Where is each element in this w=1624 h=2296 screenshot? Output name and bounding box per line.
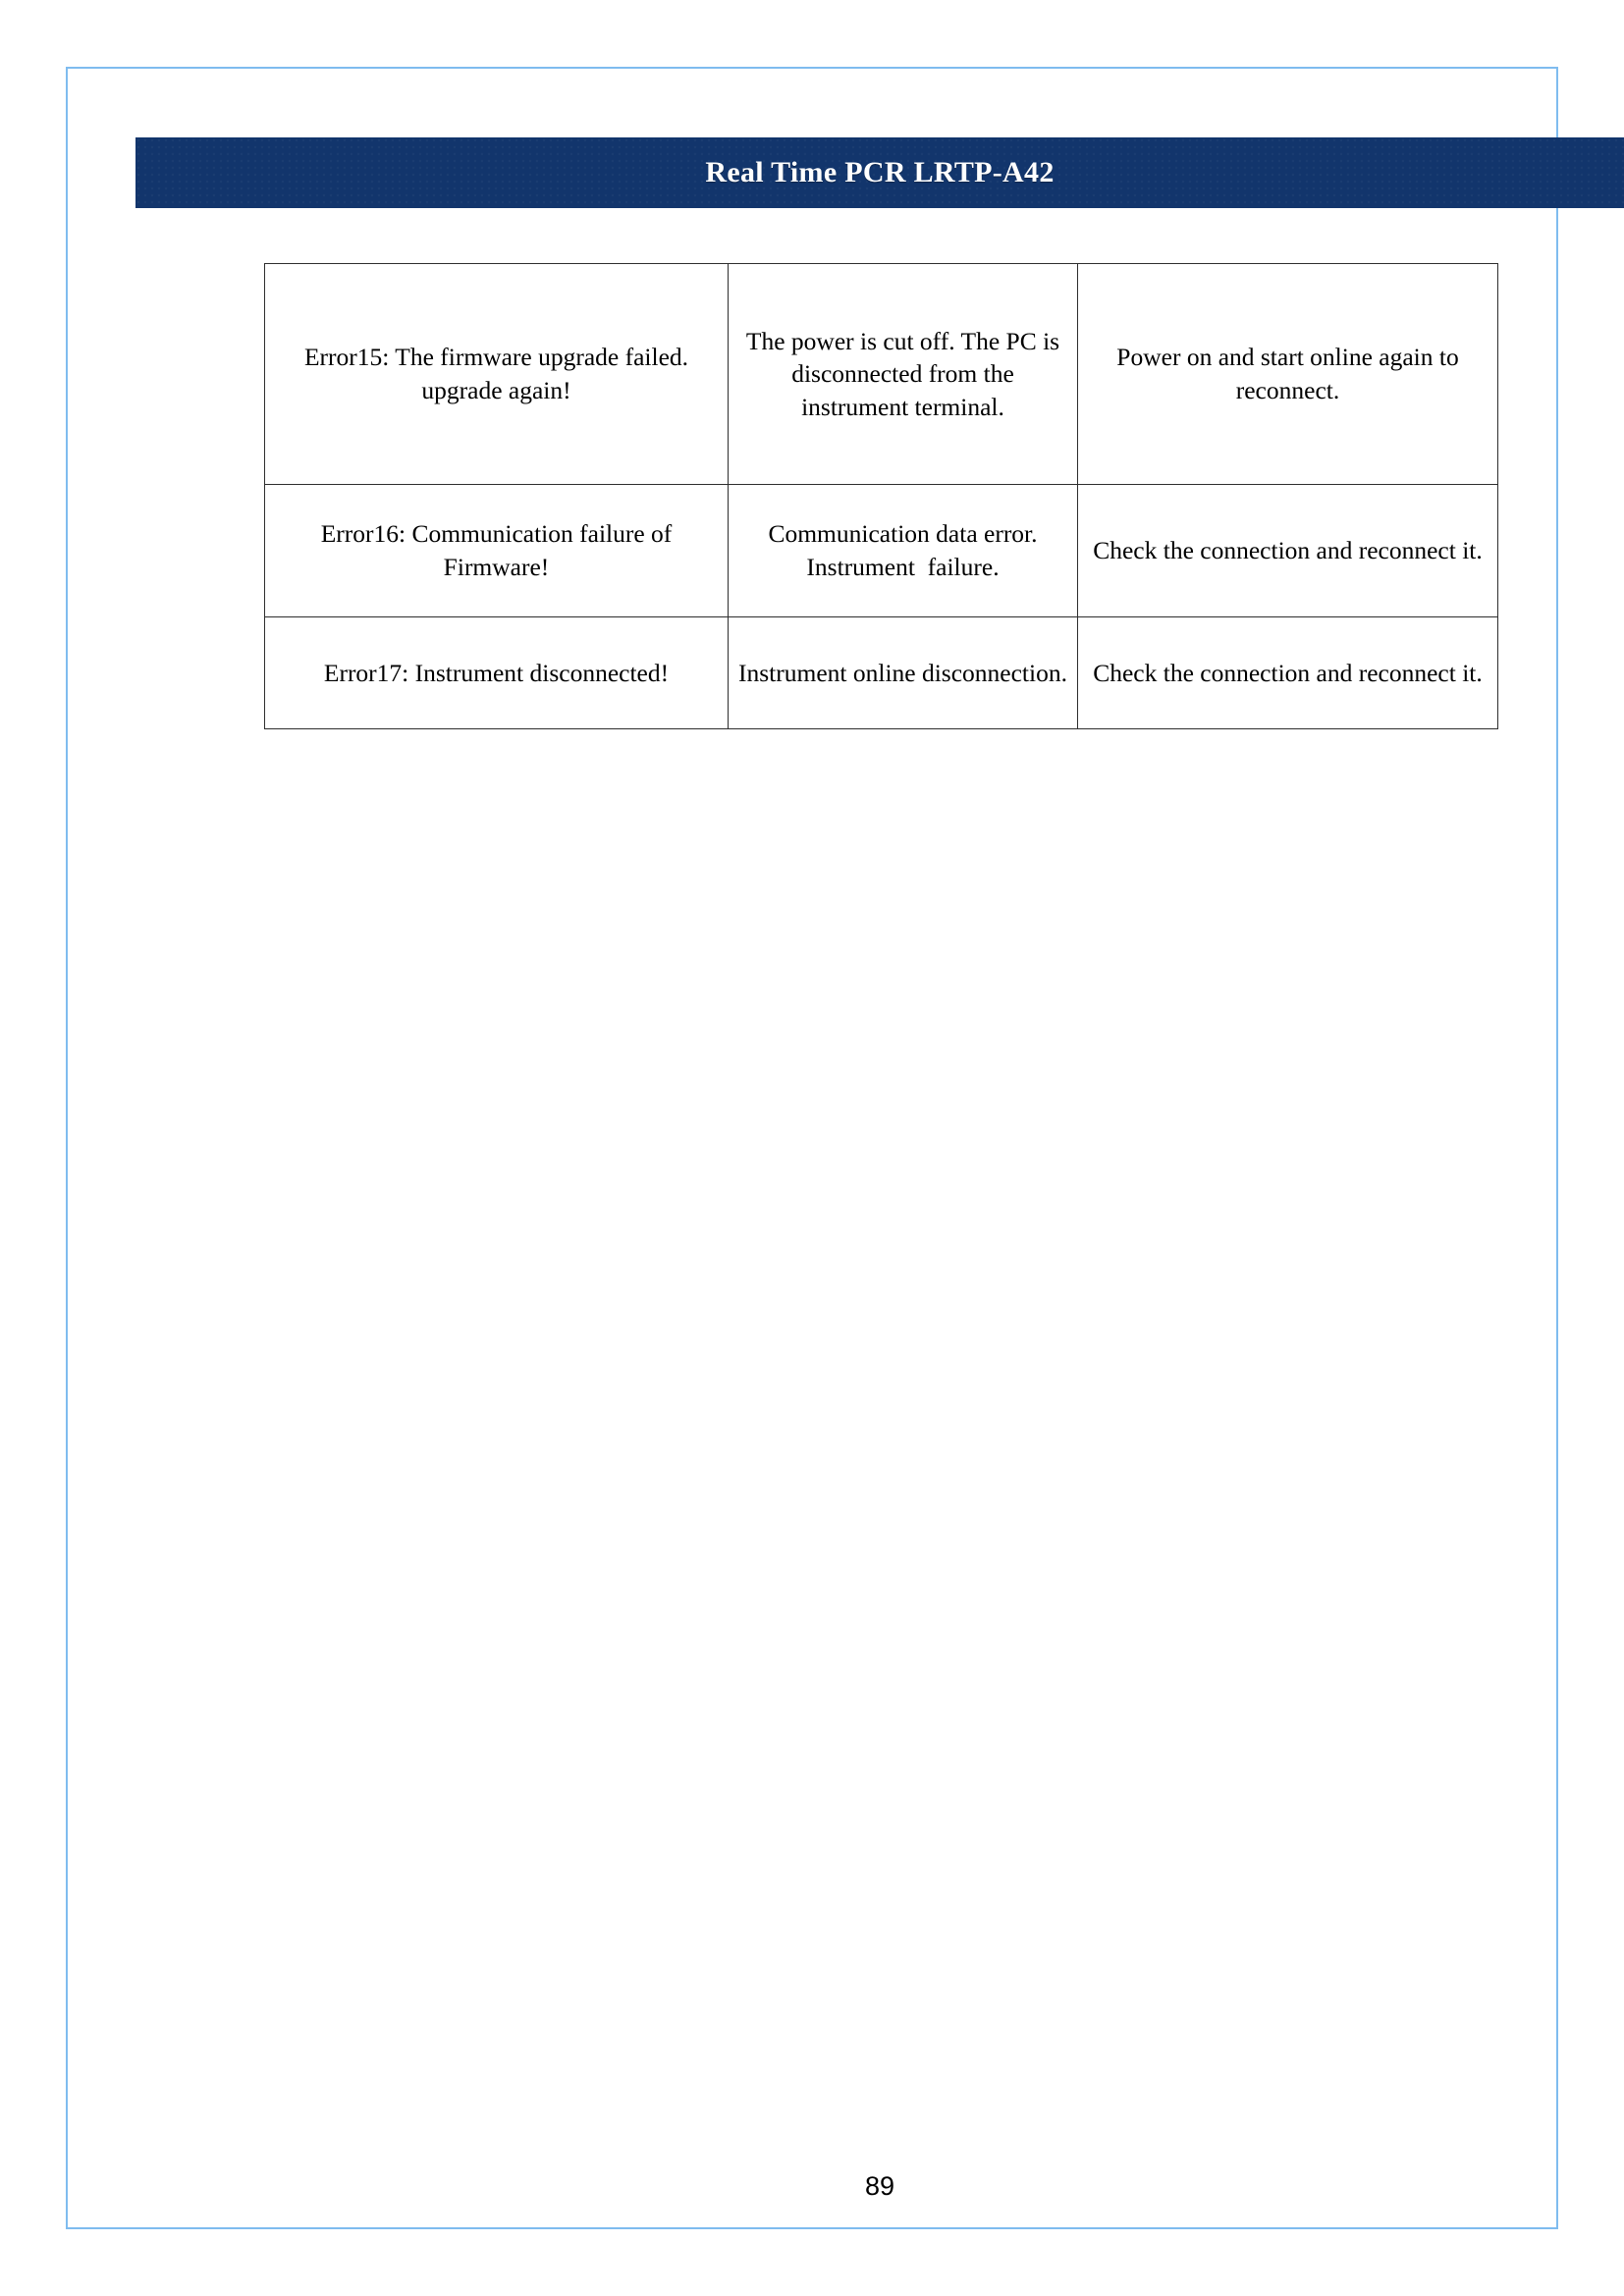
error-cause-text: Instrument online disconnection. xyxy=(738,658,1067,687)
page-title: Real Time PCR LRTP-A42 xyxy=(705,156,1055,188)
error-action-cell xyxy=(1078,264,1498,485)
error-cause-text: Communication data error. Instrument failure. xyxy=(768,519,1038,581)
error-message-text: Error16: Communication failure of Firmware! xyxy=(320,519,673,581)
error-action-text: Power on and start online again to reconnect. xyxy=(1116,343,1459,404)
error-cause-cell xyxy=(729,264,1078,485)
page-header-banner xyxy=(135,137,1624,208)
error-cause-text: The power is cut off. The PC is disconnected from the instrument terminal. xyxy=(745,326,1060,421)
error-message-cell xyxy=(265,617,729,729)
table-row xyxy=(265,264,1498,485)
error-message-text: Error15: The firmware upgrade failed. upgrade again! xyxy=(303,343,689,404)
error-action-cell xyxy=(1078,485,1498,617)
table-row xyxy=(265,485,1498,617)
error-message-cell xyxy=(265,485,729,617)
page-frame xyxy=(66,67,1558,2229)
error-message-text: Error17: Instrument disconnected! xyxy=(323,658,670,687)
error-action-cell xyxy=(1078,617,1498,729)
table-row xyxy=(265,617,1498,729)
error-code-table xyxy=(264,263,1498,729)
error-cause-cell xyxy=(729,617,1078,729)
error-cause-cell xyxy=(729,485,1078,617)
error-action-text: Check the connection and reconnect it. xyxy=(1093,536,1483,565)
error-action-text: Check the connection and reconnect it. xyxy=(1093,658,1483,687)
page-number: 89 xyxy=(864,2171,895,2201)
error-message-cell xyxy=(265,264,729,485)
